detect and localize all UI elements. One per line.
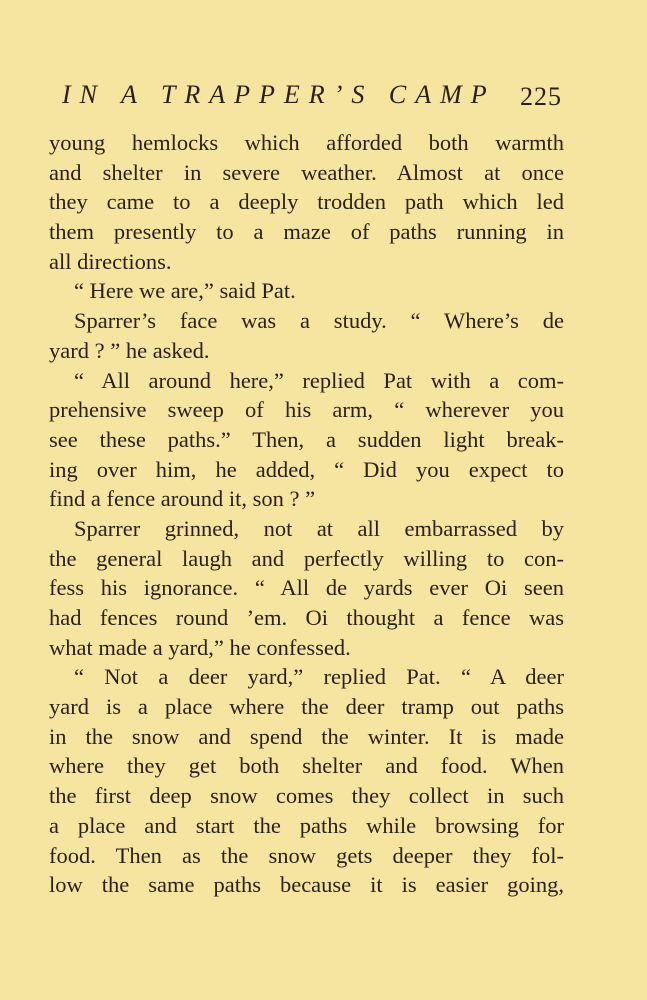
text-line: all directions. <box>49 248 172 274</box>
text-line: in the snow and spend the winter. It is made <box>49 723 564 749</box>
text-line: ing over him, he added, “ Did you expect to <box>49 456 564 482</box>
text-line: them presently to a maze of paths running in <box>49 219 564 245</box>
text-line: what made a yard,” he confessed. <box>49 634 351 660</box>
text-line: prehensive sweep of his arm, “ wherever you <box>49 397 564 423</box>
text-line: food. Then as the snow gets deeper they fol- <box>49 842 564 868</box>
text-line: see these paths.” Then, a sudden light break- <box>49 426 564 452</box>
running-title: IN A TRAPPER’S CAMP <box>62 80 496 109</box>
text-line: had fences round ’em. Oi thought a fence was <box>49 605 564 630</box>
text-line: “ All around here,” replied Pat with a com- <box>74 367 564 393</box>
text-line: the general laugh and perfectly willing to con- <box>49 545 564 571</box>
text-line: “ Not a deer yard,” replied Pat. “ A deer <box>74 664 564 690</box>
text-line: find a fence around it, son ? ” <box>49 486 316 512</box>
text-line: Sparrer’s face was a study. “ Where’s de <box>74 308 564 334</box>
page-number: 225 <box>520 82 562 111</box>
running-head <box>62 80 562 114</box>
text-line: where they get both shelter and food. When <box>49 753 564 779</box>
text-line: fess his ignorance. “ All de yards ever Oi seen <box>49 575 564 601</box>
text-line: a place and start the paths while browsing for <box>49 812 564 838</box>
text-line: “ Here we are,” said Pat. <box>74 278 296 304</box>
text-line: yard ? ” he asked. <box>49 337 210 363</box>
body-text <box>49 128 564 900</box>
text-line: they came to a deeply trodden path which led <box>49 189 564 215</box>
text-line: the first deep snow comes they collect in such <box>49 783 564 809</box>
text-line: and shelter in severe weather. Almost at once <box>49 159 564 185</box>
text-line: Sparrer grinned, not at all embarrassed by <box>74 515 564 541</box>
text-line: low the same paths because it is easier going, <box>49 872 564 898</box>
text-line: yard is a place where the deer tramp out paths <box>49 694 564 720</box>
text-line: young hemlocks which afforded both warmth <box>49 130 564 155</box>
